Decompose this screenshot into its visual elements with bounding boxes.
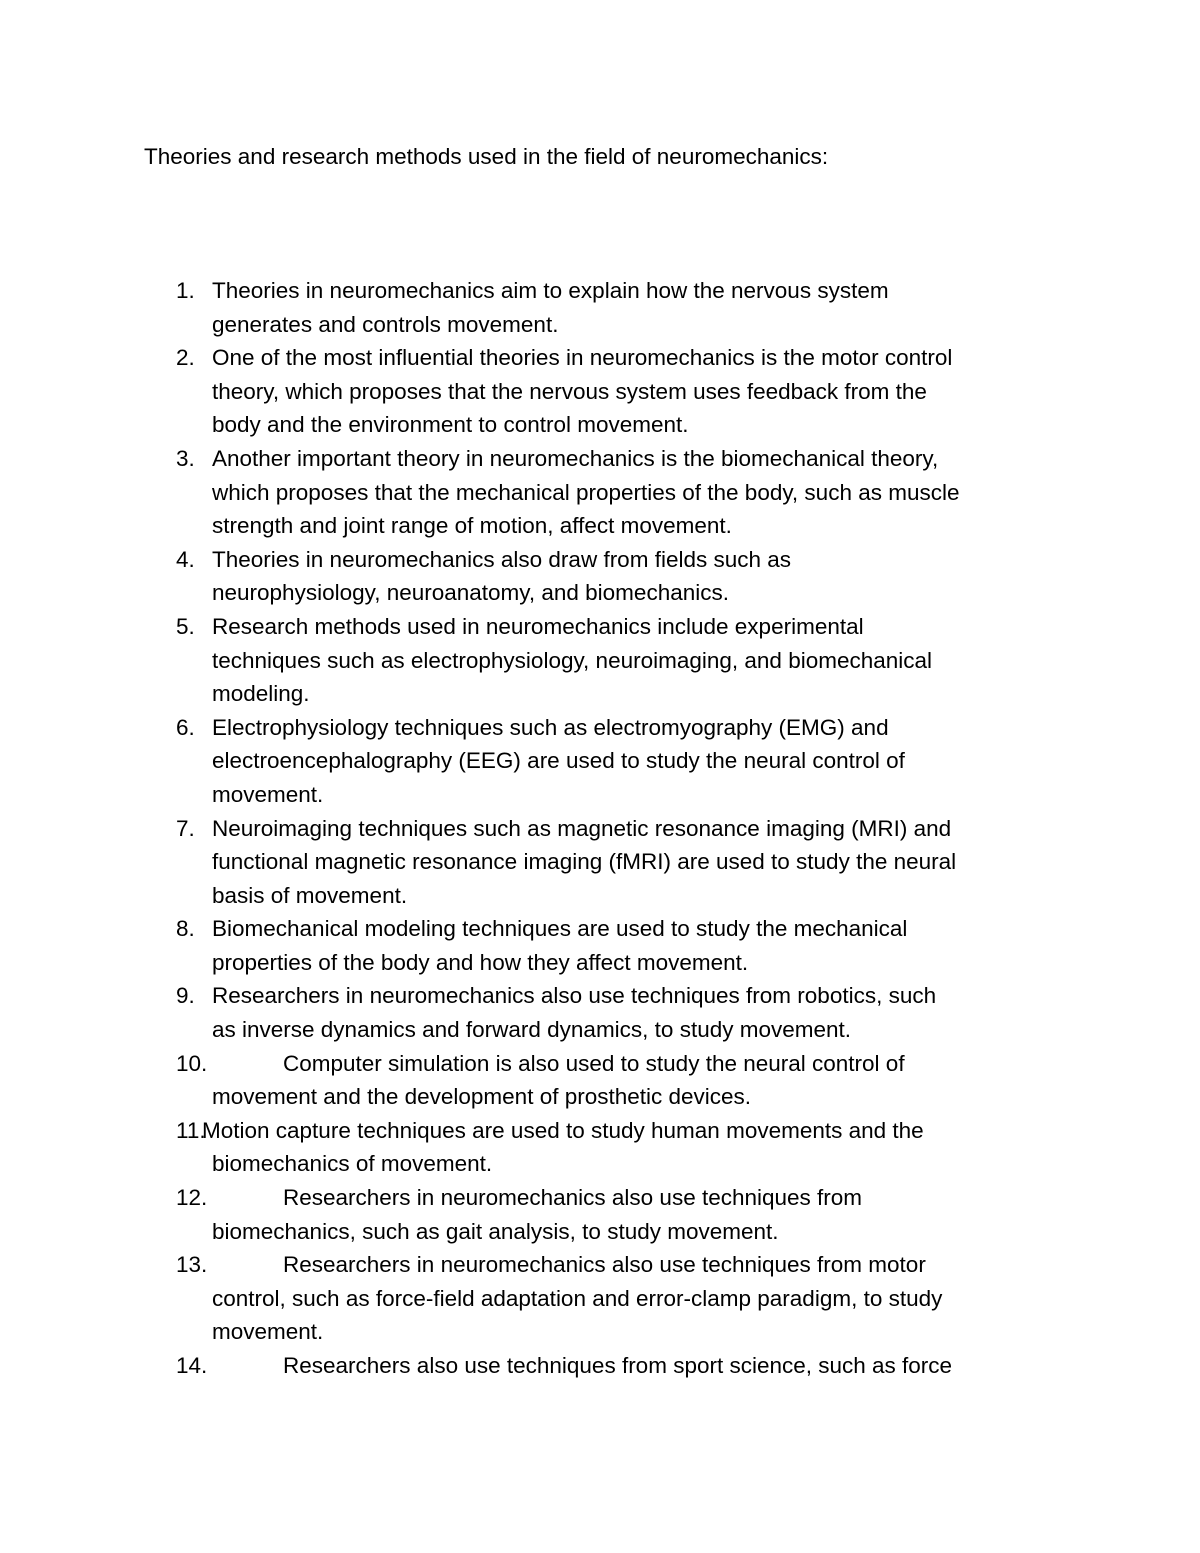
text-line: Motion capture techniques are used to study human movements and the <box>202 1117 924 1143</box>
list-item-number: 4. <box>176 546 195 572</box>
list-item <box>0 979 1200 1046</box>
list-item-text <box>212 341 1100 442</box>
text-line: techniques such as electrophysiology, neuroimaging, and biomechanical <box>212 647 933 673</box>
text-line: Researchers also use techniques from sport science, such as force <box>283 1353 953 1378</box>
text-line: control, such as force-field adaptation and error-clamp paradigm, to study <box>212 1285 943 1311</box>
text-line: movement. <box>212 781 324 807</box>
text-line: movement. <box>212 1319 324 1345</box>
list-item <box>0 912 1200 979</box>
text-line: generates and controls movement. <box>212 311 559 337</box>
text-line: Theories in neuromechanics also draw from fields such as <box>212 546 792 572</box>
text-line: body and the environment to control movement. <box>212 412 689 438</box>
list-item <box>0 442 1200 543</box>
list-item-text <box>212 711 1100 812</box>
list-item-text <box>212 543 1100 610</box>
list-item <box>0 812 1200 913</box>
numbered-list <box>0 274 1200 1383</box>
list-item <box>0 1181 1200 1248</box>
text-line: basis of movement. <box>212 882 408 908</box>
text-line: Neuroimaging techniques such as magnetic resonance imaging (MRI) and <box>212 815 952 841</box>
list-item-text <box>212 610 1100 711</box>
text-line: strength and joint range of motion, affect movement. <box>212 513 732 539</box>
list-item <box>0 1114 1200 1181</box>
list-item-text <box>212 274 1100 341</box>
text-line: Researchers in neuromechanics also use techniques from motor <box>283 1252 926 1278</box>
text-line: which proposes that the mechanical properties of the body, such as muscle <box>212 479 960 505</box>
text-line: properties of the body and how they affect movement. <box>212 949 749 975</box>
list-item-text <box>212 1349 1100 1383</box>
text-line: One of the most influential theories in neuromechanics is the motor control <box>212 345 953 371</box>
text-line: Researchers in neuromechanics also use techniques from robotics, such <box>212 983 937 1009</box>
list-item-number: 8. <box>176 916 195 942</box>
list-item-number: 6. <box>176 714 195 740</box>
document-title: Theories and research methods used in the field of neuromechanics: <box>144 144 829 169</box>
list-item-number: 1. <box>176 278 195 303</box>
text-line: Researchers in neuromechanics also use techniques from <box>283 1185 863 1211</box>
text-line: Another important theory in neuromechanics is the biomechanical theory, <box>212 445 939 471</box>
list-item <box>0 543 1200 610</box>
text-line: movement and the development of prosthetic devices. <box>212 1084 752 1110</box>
list-item <box>0 711 1200 812</box>
list-item-number: 14. <box>176 1353 208 1378</box>
text-line: Computer simulation is also used to study the neural control of <box>283 1050 905 1076</box>
text-line: Theories in neuromechanics aim to explain how the nervous system <box>212 278 889 303</box>
text-line: Research methods used in neuromechanics include experimental <box>212 613 864 639</box>
list-item-text <box>212 912 1100 979</box>
text-line: theory, which proposes that the nervous system uses feedback from the <box>212 378 927 404</box>
text-line: as inverse dynamics and forward dynamics, to study movement. <box>212 1017 852 1043</box>
list-item-number: 3. <box>176 445 195 471</box>
list-item-number: 5. <box>176 613 195 639</box>
list-item <box>0 1047 1200 1114</box>
list-item <box>0 610 1200 711</box>
text-line: modeling. <box>212 681 310 707</box>
list-item-number: 11. <box>176 1117 206 1143</box>
list-item-number: 10. <box>176 1050 208 1076</box>
list-item-number: 12. <box>176 1185 208 1211</box>
list-item-text <box>212 1047 1100 1114</box>
list-item <box>0 1349 1200 1383</box>
list-item-number: 13. <box>176 1252 208 1278</box>
text-line: neurophysiology, neuroanatomy, and biomechanics. <box>212 580 729 606</box>
list-item-text <box>212 812 1100 913</box>
list-item <box>0 274 1200 341</box>
text-line: biomechanics of movement. <box>212 1151 493 1177</box>
list-item-number: 2. <box>176 345 195 371</box>
text-line: Electrophysiology techniques such as electromyography (EMG) and <box>212 714 889 740</box>
list-item <box>0 341 1200 442</box>
text-line: functional magnetic resonance imaging (fMRI) are used to study the neural <box>212 849 957 875</box>
list-item-number: 7. <box>176 815 195 841</box>
list-item-text <box>212 442 1100 543</box>
list-item-text <box>212 1181 1100 1248</box>
list-item-number: 9. <box>176 983 195 1009</box>
list-item <box>0 1248 1200 1349</box>
list-item-text <box>202 1114 1100 1181</box>
text-line: electroencephalography (EEG) are used to study the neural control of <box>212 748 905 774</box>
list-item-text <box>212 1248 1100 1349</box>
text-line: Biomechanical modeling techniques are used to study the mechanical <box>212 916 908 942</box>
list-item-text <box>212 979 1100 1046</box>
text-line: biomechanics, such as gait analysis, to study movement. <box>212 1218 779 1244</box>
